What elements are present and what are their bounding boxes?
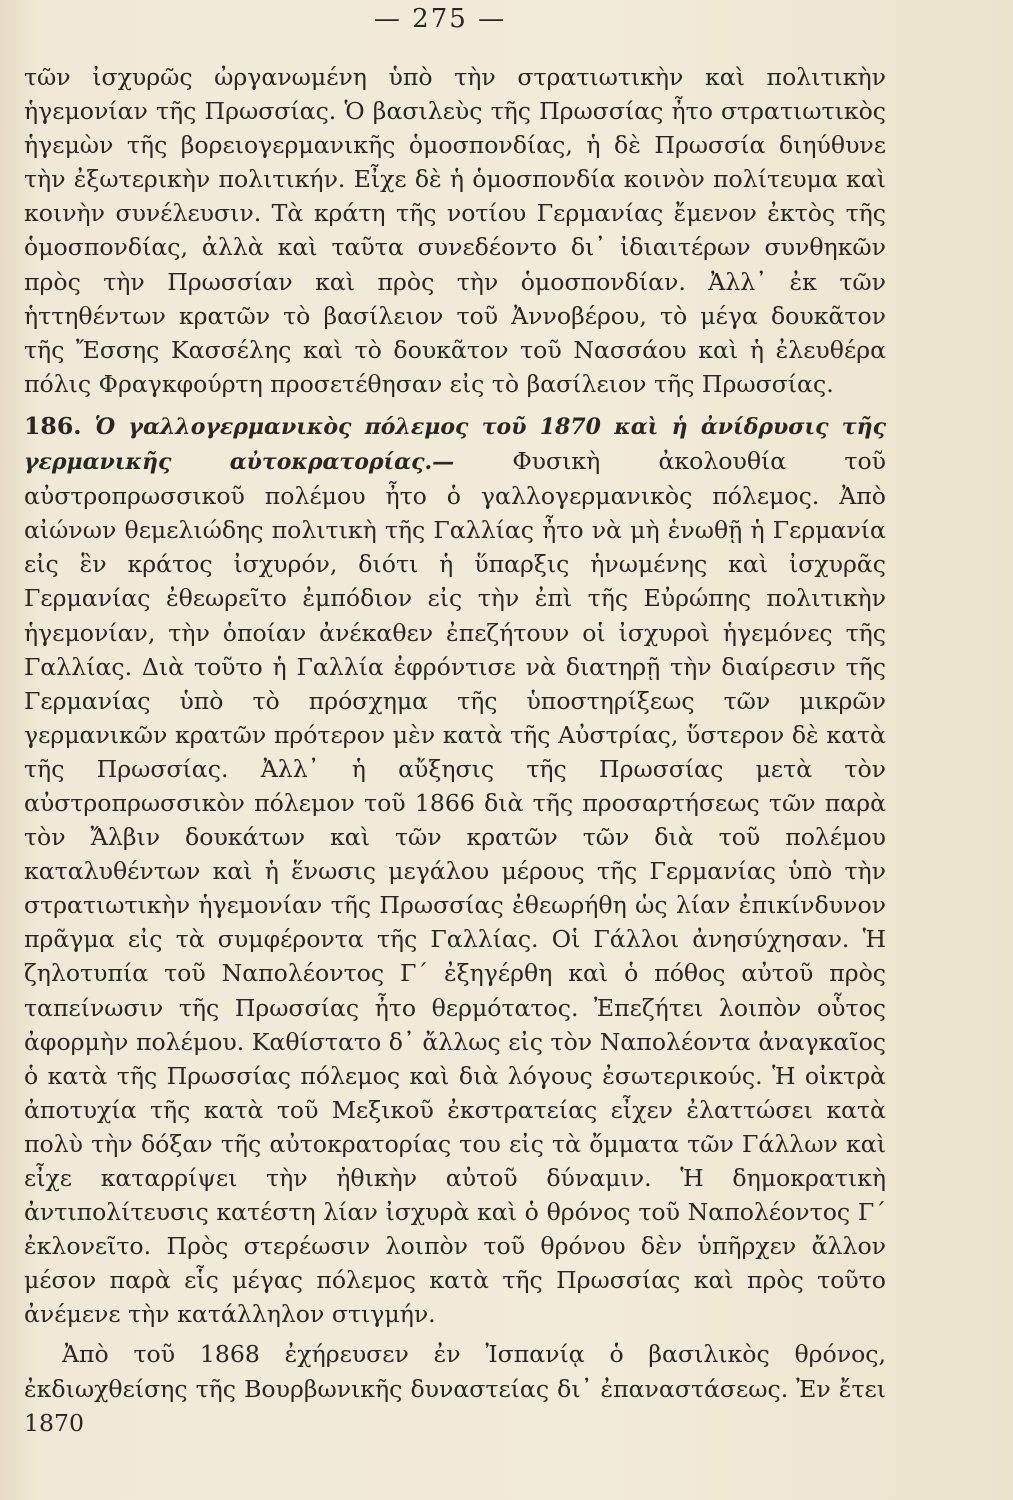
section-heading: Ὁ γαλλογερμανικὸς πόλεμος τοῦ 1870 καὶ ἡ ἀνίδρυσις τῆς γερμανικῆς αὐτοκρατορίας.— — [24, 413, 886, 476]
page-body — [24, 60, 886, 1440]
page-number: — 275 — — [373, 4, 507, 34]
section-186 — [24, 409, 886, 1332]
section-number: 186. — [24, 411, 82, 440]
paragraph-spain: Ἀπὸ τοῦ 1868 ἐχήρευσεν ἐν Ἰσπανίᾳ ὁ βασιλικὸς θρόνος, ἐκδιωχθείσης τῆς Βουρβωνικῆς δυναστείας δι᾽ ἐπαναστάσεως. Ἐν ἔτει 1870 — [24, 1340, 886, 1437]
section-text: Φυσικὴ ἀκολουθία τοῦ αὐστροπρωσσικοῦ πολέμου ἦτο ὁ γαλλογερμανικὸς πόλεμος. Ἀπὸ αἰώνων θεμελιώδης πολιτικὴ τῆς Γαλλίας ἦτο νὰ μὴ ἑνωθῇ ἡ Γερμανία εἰς ἓν κράτος ἰσχυρόν, διότι ἡ ὕπαρξις ἡνωμένης καὶ ἰσχυρᾶς Γερμανίας ἐθεωρεῖτο ἐμπόδιον εἰς τὴν ἐπὶ τῆς Εὐρώπης πολιτικὴν ἡγεμονίαν, τὴν ὁποίαν ἀνέκαθεν ἐπεζήτουν οἱ ἰσχυροὶ ἡγεμόνες τῆς Γαλλίας. Διὰ τοῦτο ἡ Γαλλία ἐφρόντισε νὰ διατηρῇ τὴν διαίρεσιν τῆς Γερμανίας ὑπὸ τὸ πρόσχημα τῆς ὑποστηρίξεως τῶν μικρῶν γερμανικῶν κρατῶν πρότερον μὲν κατὰ τῆς Αὐστρίας, ὕστερον δὲ κατὰ τῆς Πρωσσίας. Ἀλλ᾽ ἡ αὔξησις τῆς Πρωσσίας μετὰ τὸν αὐστροπρωσσικὸν πόλεμον τοῦ 1866 διὰ τῆς προσαρτήσεως τῶν παρὰ τὸν Ἄλβιν δουκάτων καὶ τῶν κρατῶν τῶν διὰ τοῦ πολέμου καταλυθέντων καὶ ἡ ἕνωσις μεγάλου μέρους τῆς Γερμανίας ὑπὸ τὴν στρατιωτικὴν ἡγεμονίαν τῆς Πρωσσίας ἐθεωρήθη ὡς λίαν ἐπικίνδυνον πρᾶγμα εἰς τὰ συμφέροντα τῆς Γαλλίας. Οἱ Γάλλοι ἀνησύχησαν. Ἡ ζηλοτυπία τοῦ Ναπολέοντος Γ´ ἐξηγέρθη καὶ ὁ πόθος αὐτοῦ πρὸς ταπείνωσιν τῆς Πρωσσίας ἦτο θερμότατος. Ἐπεζήτει λοιπὸν οὗτος ἀφορμὴν πολέμου. Καθίστατο δ᾽ ἄλλως εἰς τὸν Ναπολέοντα ἀναγκαῖος ὁ κατὰ τῆς Πρωσσίας πόλεμος καὶ διὰ λόγους ἐσωτερικούς. Ἡ οἰκτρὰ ἀποτυχία τῆς κατὰ τοῦ Μεξικοῦ ἐκστρατείας εἶχεν ἐλαττώσει κατὰ πολὺ τὴν δόξαν τῆς αὐτοκρατορίας του εἰς τὰ ὄμματα τῶν Γάλλων καὶ εἶχε καταρρίψει τὴν ἠθικὴν αὐτοῦ δύναμιν. Ἡ δημοκρατικὴ ἀντιπολίτευσις κατέστη λίαν ἰσχυρὰ καὶ ὁ θρόνος τοῦ Ναπολέοντος Γ´ ἐκλονεῖτο. Πρὸς στερέωσιν λοιπὸν τοῦ θρόνου δὲν ὑπῆρχεν ἄλλον μέσον παρὰ εἷς μέγας πόλεμος κατὰ τῆς Πρωσσίας καὶ πρὸς τοῦτο ἀνέμενε τὴν κατάλληλον στιγμήν. — [24, 447, 887, 1329]
paragraph-continuation: τῶν ἰσχυρῶς ὠργανωμένη ὑπὸ τὴν στρατιωτικὴν καὶ πολιτικὴν ἡγεμονίαν τῆς Πρωσσίας. Ὁ βασιλεὺς τῆς Πρωσσίας ἦτο στρατιωτικὸς ἡγεμὼν τῆς βορειογερμανικῆς ὁμοσπονδίας, ἡ δὲ Πρωσσία διηύθυνε τὴν ἐξωτερικὴν πολιτικήν. Εἶχε δὲ ἡ ὁμοσπονδία κοινὸν πολίτευμα καὶ κοινὴν συνέλευσιν. Τὰ κράτη τῆς νοτίου Γερμανίας ἔμενον ἐκτὸς τῆς ὁμοσπονδίας, ἀλλὰ καὶ ταῦτα συνεδέοντο δι᾽ ἰδιαιτέρων συνθηκῶν πρὸς τὴν Πρωσσίαν καὶ πρὸς τὴν ὁμοσπονδίαν. Ἀλλ᾽ ἐκ τῶν ἡττηθέντων κρατῶν τὸ βασίλειον τοῦ Ἀννοβέρου, τὸ μέγα δουκᾶτον τῆς Ἔσσης Κασσέλης καὶ τὸ δουκᾶτον τοῦ Νασσάου καὶ ἡ ἐλευθέρα πόλις Φραγκφούρτη προσετέθησαν εἰς τὸ βασίλειον τῆς Πρωσσίας. — [24, 63, 886, 398]
